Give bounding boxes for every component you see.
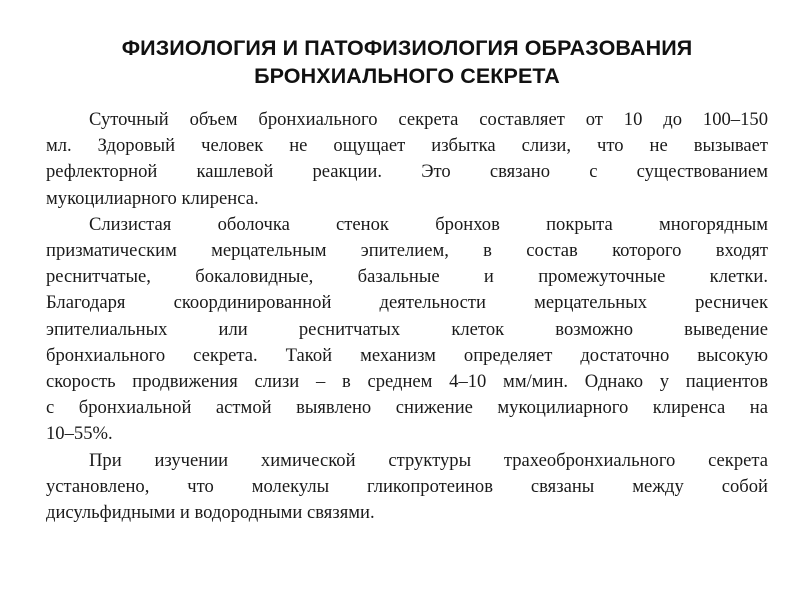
paragraph-2-line: с бронхиальной астмой выявлено снижение мукоцилиарного клиренса на	[46, 397, 768, 419]
paragraph-2-line: Слизистая оболочка стенок бронхов покрыта многорядным	[89, 213, 768, 235]
paragraph-1-line: мл. Здоровый человек не ощущает избытка слизи, что не вызывает	[46, 135, 768, 157]
slide-title-line-1: ФИЗИОЛОГИЯ И ПАТОФИЗИОЛОГИЯ ОБРАЗОВАНИЯ	[121, 36, 693, 60]
paragraph-2-line: эпителиальных или реснитчатых клеток возможно выведение	[46, 318, 768, 340]
paragraph-1	[46, 107, 768, 212]
slide-body	[46, 107, 768, 526]
paragraph-3-line: установлено, что молекулы гликопротеинов связаны между собой	[46, 475, 768, 497]
paragraph-2-line: бронхиального секрета. Такой механизм определяет достаточно высокую	[46, 344, 768, 366]
paragraph-3-line: дисульфидными и водородными связями.	[46, 502, 375, 524]
paragraph-2	[46, 212, 768, 448]
slide-title-line-2: БРОНХИАЛЬНОГО СЕКРЕТА	[254, 64, 560, 88]
paragraph-3-line: При изучении химической структуры трахеобронхиального секрета	[89, 449, 768, 471]
paragraph-1-line: Суточный объем бронхиального секрета составляет от 10 до 100–150	[89, 109, 768, 130]
paragraph-2-line: реснитчатые, бокаловидные, базальные и промежуточные клетки.	[46, 266, 768, 288]
paragraph-2-line: 10–55%.	[46, 423, 113, 445]
paragraph-1-line: мукоцилиарного клиренса.	[46, 187, 259, 209]
paragraph-1-line: рефлекторной кашлевой реакции. Это связано с существованием	[46, 161, 768, 183]
paragraph-3	[46, 448, 768, 527]
paragraph-2-line: Благодаря скоординированной деятельности мерцательных ресничек	[46, 292, 768, 314]
paragraph-2-line: скорость продвижения слизи – в среднем 4–10 мм/мин. Однако у пациентов	[46, 371, 768, 393]
slide-title	[46, 34, 768, 90]
paragraph-2-line: призматическим мерцательным эпителием, в состав которого входят	[46, 240, 768, 262]
